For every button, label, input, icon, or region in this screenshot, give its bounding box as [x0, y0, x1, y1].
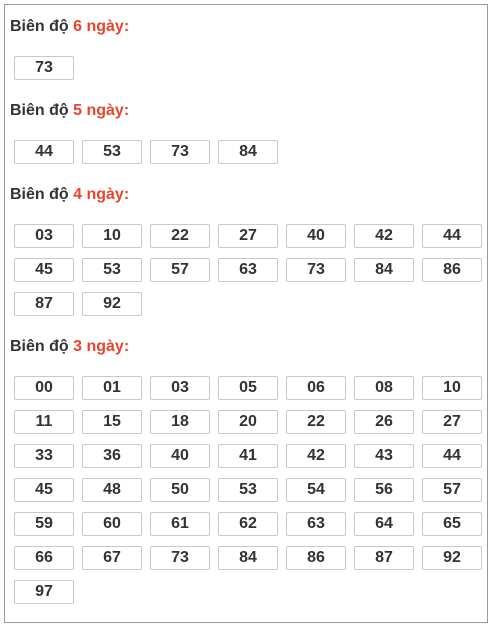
number-cell: 01 — [82, 376, 142, 400]
section-title-4-days — [10, 185, 129, 205]
section-label: Biên độ — [10, 102, 69, 119]
number-cell: 67 — [82, 546, 142, 570]
number-cell: 86 — [422, 258, 482, 282]
number-cell: 84 — [218, 546, 278, 570]
number-cell: 03 — [150, 376, 210, 400]
number-cell: 62 — [218, 512, 278, 536]
number-cell: 59 — [14, 512, 74, 536]
number-cell: 87 — [354, 546, 414, 570]
number-cell: 45 — [14, 478, 74, 502]
number-grid-5-days — [14, 140, 482, 164]
number-cell: 45 — [14, 258, 74, 282]
number-cell: 97 — [14, 580, 74, 604]
number-cell: 48 — [82, 478, 142, 502]
amplitude-panel — [4, 4, 488, 623]
number-cell: 43 — [354, 444, 414, 468]
number-cell: 03 — [14, 224, 74, 248]
section-days: 6 ngày: — [73, 18, 130, 35]
number-cell: 40 — [150, 444, 210, 468]
number-cell: 54 — [286, 478, 346, 502]
number-cell: 44 — [14, 140, 74, 164]
number-cell: 27 — [422, 410, 482, 434]
number-cell: 73 — [150, 140, 210, 164]
number-cell: 87 — [14, 292, 74, 316]
number-cell: 10 — [422, 376, 482, 400]
section-days: 4 ngày: — [73, 186, 130, 203]
number-cell: 44 — [422, 224, 482, 248]
section-title-6-days — [10, 17, 129, 37]
number-cell: 53 — [82, 140, 142, 164]
number-cell: 22 — [150, 224, 210, 248]
number-cell: 84 — [218, 140, 278, 164]
section-title-3-days — [10, 337, 129, 357]
number-cell: 11 — [14, 410, 74, 434]
number-cell: 50 — [150, 478, 210, 502]
number-cell: 60 — [82, 512, 142, 536]
number-cell: 92 — [82, 292, 142, 316]
number-cell: 42 — [354, 224, 414, 248]
number-cell: 42 — [286, 444, 346, 468]
number-cell: 53 — [82, 258, 142, 282]
number-cell: 41 — [218, 444, 278, 468]
number-cell: 20 — [218, 410, 278, 434]
number-cell: 73 — [286, 258, 346, 282]
number-cell: 08 — [354, 376, 414, 400]
number-cell: 66 — [14, 546, 74, 570]
number-cell: 61 — [150, 512, 210, 536]
number-cell: 92 — [422, 546, 482, 570]
number-cell: 15 — [82, 410, 142, 434]
number-cell: 57 — [150, 258, 210, 282]
number-cell: 63 — [286, 512, 346, 536]
number-cell: 65 — [422, 512, 482, 536]
number-cell: 00 — [14, 376, 74, 400]
number-cell: 05 — [218, 376, 278, 400]
number-cell: 40 — [286, 224, 346, 248]
number-cell: 36 — [82, 444, 142, 468]
number-grid-6-days — [14, 56, 482, 80]
number-cell: 86 — [286, 546, 346, 570]
number-cell: 64 — [354, 512, 414, 536]
number-cell: 73 — [150, 546, 210, 570]
number-cell: 57 — [422, 478, 482, 502]
number-cell: 33 — [14, 444, 74, 468]
number-cell: 84 — [354, 258, 414, 282]
number-cell: 18 — [150, 410, 210, 434]
section-label: Biên độ — [10, 186, 69, 203]
section-days: 3 ngày: — [73, 338, 130, 355]
section-days: 5 ngày: — [73, 102, 130, 119]
section-title-5-days — [10, 101, 129, 121]
number-cell: 63 — [218, 258, 278, 282]
number-cell: 53 — [218, 478, 278, 502]
number-grid-3-days — [14, 376, 482, 604]
number-grid-4-days — [14, 224, 482, 316]
number-cell: 22 — [286, 410, 346, 434]
number-cell: 44 — [422, 444, 482, 468]
number-cell: 10 — [82, 224, 142, 248]
number-cell: 27 — [218, 224, 278, 248]
number-cell: 56 — [354, 478, 414, 502]
section-label: Biên độ — [10, 338, 69, 355]
number-cell: 06 — [286, 376, 346, 400]
number-cell: 73 — [14, 56, 74, 80]
section-label: Biên độ — [10, 18, 69, 35]
number-cell: 26 — [354, 410, 414, 434]
